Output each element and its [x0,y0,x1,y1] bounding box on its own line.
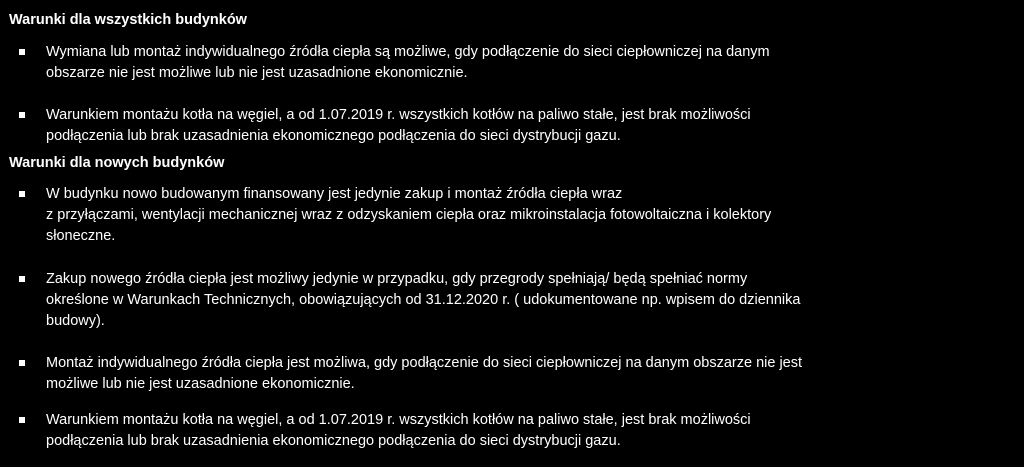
text-line: podłączenia lub brak uzasadnienia ekonomicznego podłączenia do sieci dystrybucji gazu. [46,433,621,449]
bullet-square-icon [19,276,25,282]
bullet-text [46,353,1006,395]
text-line: z przyłączami, wentylacji mechanicznej wraz z odzyskaniem ciepła oraz mikroinstalacja fotowoltaiczna i kolektory [46,207,772,223]
text-line: Montaż indywidualnego źródła ciepła jest możliwa, gdy podłączenie do sieci ciepłowniczej na danym obszarze nie jest [46,355,803,371]
text-line: Warunkiem montażu kotła na węgiel, a od 1.07.2019 r. wszystkich kotłów na paliwo stałe, jest brak możliwości [46,107,751,123]
text-line: budowy). [46,313,105,329]
text-line: W budynku nowo budowanym finansowany jest jedynie zakup i montaż źródła ciepła wraz [46,186,623,202]
bullet-text [46,184,1006,247]
text-line: Warunkiem montażu kotła na węgiel, a od 1.07.2019 r. wszystkich kotłów na paliwo stałe, jest brak możliwości [46,412,751,428]
bullet-square-icon [19,417,25,423]
bullet-text [46,269,1006,332]
bullet-square-icon [19,191,25,197]
section-heading-new-buildings: Warunki dla nowych budynków [9,155,225,171]
bullet-square-icon [19,360,25,366]
text-line: określone w Warunkach Technicznych, obowiązujących od 31.12.2020 r. ( udokumentowane np. wpisem do dziennika [46,292,801,308]
bullet-text [46,410,1006,452]
bullet-square-icon [19,112,25,118]
bullet-text [46,105,1006,147]
text-line: możliwe lub nie jest uzasadnione ekonomicznie. [46,376,355,392]
bullet-square-icon [19,49,25,55]
text-line: podłączenia lub brak uzasadnienia ekonomicznego podłączenia do sieci dystrybucji gazu. [46,128,621,144]
text-line: Zakup nowego źródła ciepła jest możliwy jedynie w przypadku, gdy przegrody spełniają/ będą spełniać normy [46,271,748,287]
text-line: słoneczne. [46,228,116,244]
section-heading-all-buildings: Warunki dla wszystkich budynków [9,12,247,28]
bullet-text [46,42,1006,84]
text-line: obszarze nie jest możliwe lub nie jest uzasadnione ekonomicznie. [46,65,468,81]
text-line: Wymiana lub montaż indywidualnego źródła ciepła są możliwe, gdy podłączenie do sieci ciepłowniczej na danym [46,44,770,60]
